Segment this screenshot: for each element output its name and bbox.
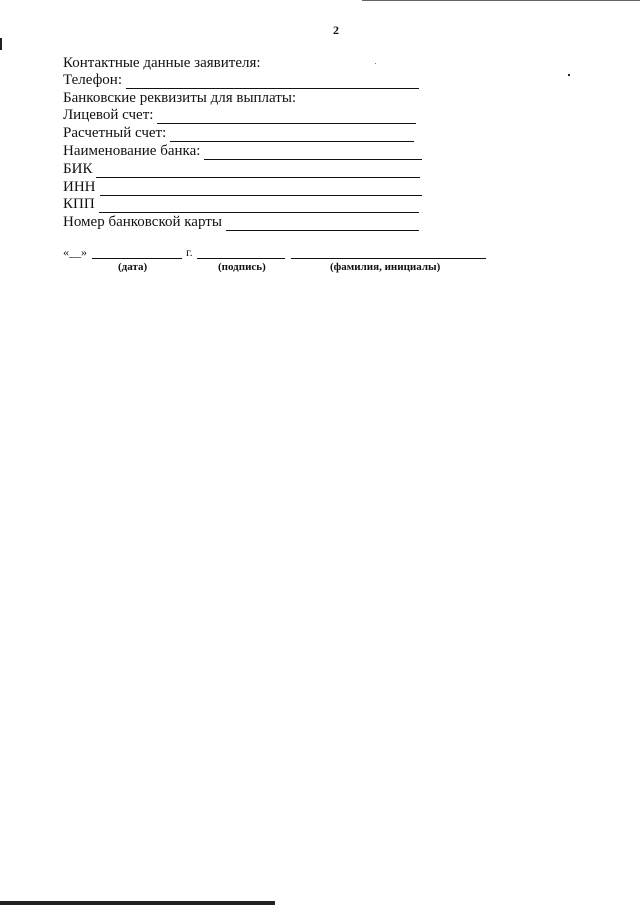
contact-heading-text: Контактные данные заявителя: bbox=[63, 55, 261, 71]
contact-heading bbox=[63, 54, 261, 72]
date-open: «__» bbox=[63, 245, 87, 259]
bik-label: БИК bbox=[63, 161, 93, 177]
name-field[interactable] bbox=[291, 258, 486, 259]
scan-dot bbox=[375, 63, 376, 64]
scan-mark-left bbox=[0, 38, 2, 50]
bik-row bbox=[63, 160, 420, 178]
scan-border-bottom bbox=[0, 901, 275, 905]
phone-row bbox=[63, 71, 419, 89]
card-number-row bbox=[63, 213, 419, 231]
date-caption: (дата) bbox=[118, 261, 148, 273]
scan-dot bbox=[568, 74, 570, 76]
inn-field[interactable] bbox=[100, 182, 422, 196]
bank-heading bbox=[63, 89, 296, 107]
scan-border-top bbox=[362, 0, 640, 1]
personal-account-field[interactable] bbox=[157, 110, 416, 124]
phone-label: Телефон: bbox=[63, 72, 122, 88]
settlement-account-field[interactable] bbox=[170, 128, 414, 142]
kpp-label: КПП bbox=[63, 196, 95, 212]
bank-heading-text: Банковские реквизиты для выплаты: bbox=[63, 90, 297, 106]
inn-label: ИНН bbox=[63, 179, 96, 195]
year-field[interactable] bbox=[197, 258, 285, 259]
name-caption: (фамилия, инициалы) bbox=[330, 261, 441, 273]
phone-field[interactable] bbox=[126, 75, 419, 89]
kpp-field[interactable] bbox=[99, 199, 419, 213]
date-month-field[interactable] bbox=[92, 258, 182, 259]
card-number-label: Номер банковской карты bbox=[63, 214, 222, 230]
year-suffix: г. bbox=[186, 245, 193, 259]
bank-name-field[interactable] bbox=[204, 146, 422, 160]
bik-field[interactable] bbox=[96, 164, 420, 178]
bank-name-row bbox=[63, 142, 422, 160]
card-number-field[interactable] bbox=[226, 217, 419, 231]
page-number: 2 bbox=[333, 23, 339, 37]
kpp-row bbox=[63, 195, 419, 213]
signature-caption: (подпись) bbox=[218, 261, 266, 273]
settlement-account-label: Расчетный счет: bbox=[63, 125, 167, 141]
personal-account-label: Лицевой счет: bbox=[63, 107, 154, 123]
settlement-account-row bbox=[63, 124, 414, 142]
bank-name-label: Наименование банка: bbox=[63, 143, 201, 159]
personal-account-row bbox=[63, 106, 416, 124]
inn-row bbox=[63, 178, 422, 196]
